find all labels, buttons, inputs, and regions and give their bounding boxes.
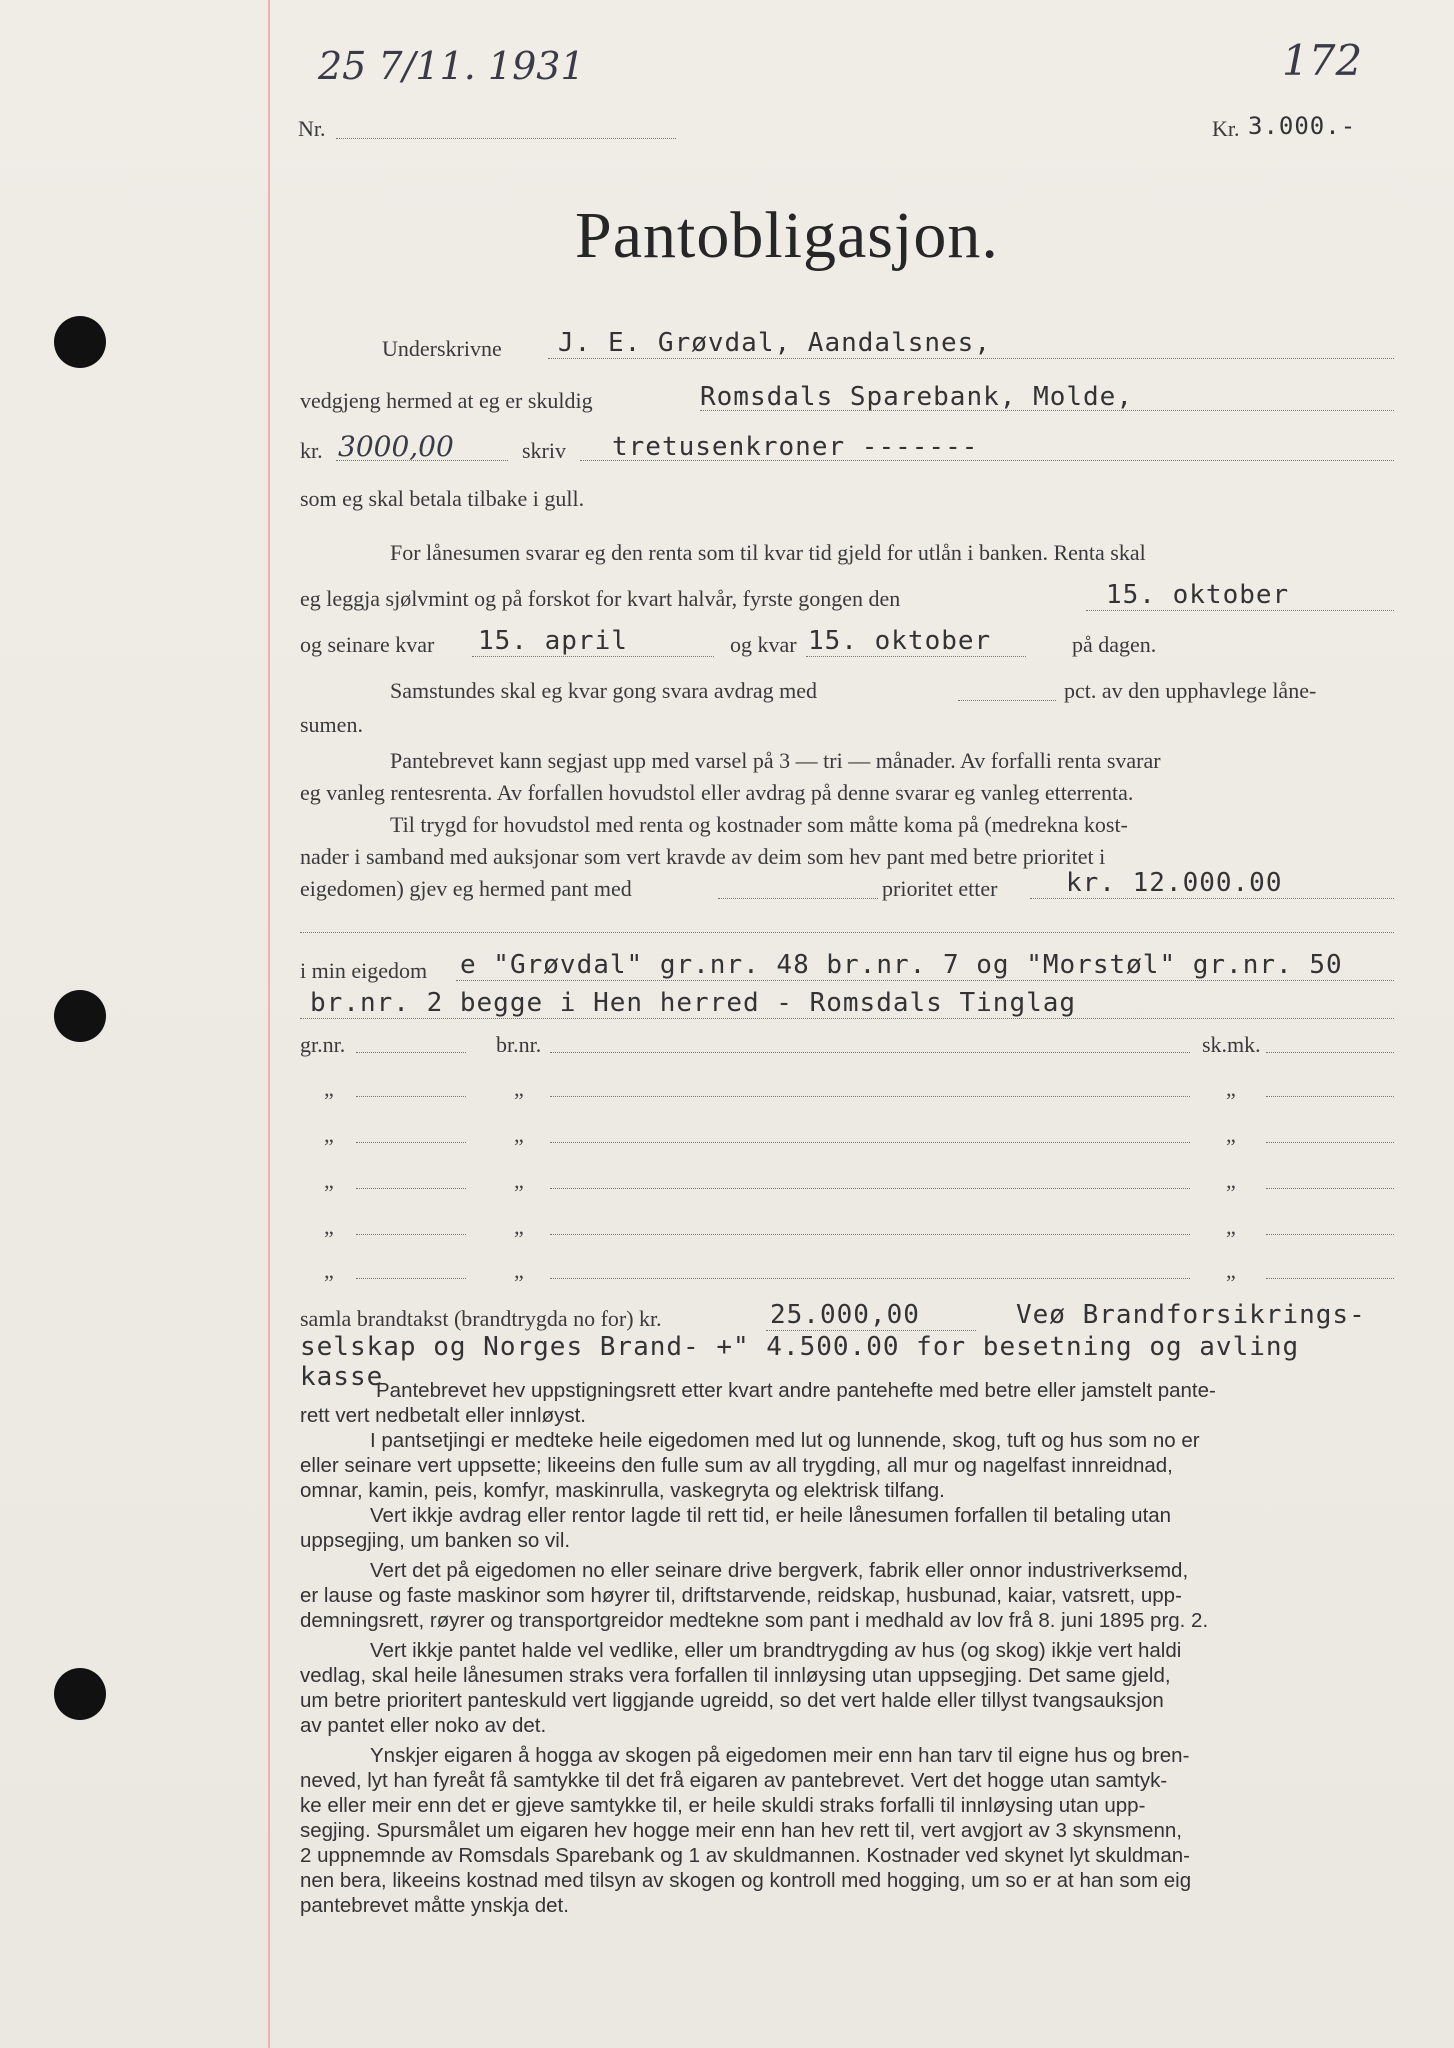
fine-print-line: er lause og faste maskinor som høyrer til, driftstarvende, reidskap, husbunad, kaiar, vatsrett, upp-	[300, 1584, 1182, 1607]
amount-kr-label: kr.	[300, 438, 323, 463]
varsel-line-1: Pantebrevet kann segjast upp med varsel på 3 — tri — månader. Av forfalli renta svarar	[390, 748, 1161, 773]
skriv-label: skriv	[522, 438, 566, 463]
punch-hole	[54, 1668, 106, 1720]
fine-print-line: I pantsetjingi er medteke heile eigedomen med lut og lunnende, skog, tuft og hus som no er	[370, 1429, 1200, 1452]
ditto-line	[550, 1142, 1190, 1143]
ditto-line	[356, 1096, 466, 1097]
varsel-line-2: eg vanleg rentesrenta. Av forfallen hovudstol eller avdrag på denne svarar eg vanleg etterrenta.	[300, 780, 1134, 805]
fine-print-line: neved, lyt han fyreåt få samtykke til det frå eigaren av pantebrevet. Vert det hogge utan samtyk-	[300, 1769, 1168, 1792]
trygd-line-3b: prioritet etter	[882, 876, 998, 901]
ditto-line	[1266, 1142, 1394, 1143]
creditor-line	[700, 410, 1394, 411]
eigedom-label: i min eigedom	[300, 958, 428, 983]
brand-value-line	[766, 1330, 976, 1331]
nr-dotted-line	[336, 138, 676, 139]
eigedom-line-2: br.nr. 2 begge i Hen herred - Romsdals Tinglag	[310, 988, 1077, 1018]
trygd-line-3a: eigedomen) gjev eg hermed pant med	[300, 876, 632, 901]
kr-label: Kr.	[1212, 116, 1240, 141]
brnr-line	[550, 1052, 1190, 1053]
document-title: Pantobligasjon.	[575, 199, 999, 272]
date-oktober: 15. oktober	[808, 626, 992, 656]
brand-label: samla brandtakst (brandtrygda no for) kr.	[300, 1306, 662, 1331]
handwritten-date: 25 7/11. 1931	[318, 44, 585, 88]
ditto-line	[550, 1278, 1190, 1279]
page-number: 172	[1282, 36, 1363, 85]
eigedom-dotted-1	[456, 980, 1394, 981]
ditto-mark: „	[1226, 1168, 1236, 1193]
prioritet-value: kr. 12.000.00	[1066, 868, 1283, 898]
date-april-line	[472, 656, 714, 657]
fine-print-line: ke eller meir enn det er gjeve samtykke til, er heile skuldi straks forfalli til innløysing utan upp-	[300, 1794, 1146, 1817]
fine-print-line: rett vert nedbetalt eller innløyst.	[300, 1404, 586, 1427]
nr-label: Nr.	[298, 116, 326, 141]
ditto-mark: „	[514, 1122, 524, 1147]
ditto-mark: „	[324, 1076, 334, 1101]
first-date-line	[1086, 610, 1394, 611]
fine-print-line: nen bera, likeeins kostnad med tilsyn av skogen og kontroll med hogging, um so er at han som eig	[300, 1869, 1192, 1892]
brand-typed-1: Veø Brandforsikrings-	[1016, 1300, 1366, 1330]
grnr-line	[356, 1052, 466, 1053]
prioritet-line	[1030, 898, 1394, 899]
trygd-line-2: nader i samband med auksjonar som vert kravde av deim som hev pant med betre prioritet i	[300, 844, 1106, 869]
fine-print-line: av pantet eller noko av det.	[300, 1714, 547, 1737]
avdrag-line-2: sumen.	[300, 712, 363, 737]
ditto-mark: „	[514, 1076, 524, 1101]
amount-words-line	[580, 460, 1394, 461]
ditto-mark: „	[1226, 1122, 1236, 1147]
fine-print-line: Ynskjer eigaren å hogga av skogen på eigedomen meir enn han tarv til eigne hus og bren-	[370, 1744, 1190, 1767]
fine-print-line: eller seinare vert uppsette; likeeins den fulle sum av all trygding, all mur og nagelfast innreidnad,	[300, 1454, 1173, 1477]
punch-hole	[54, 990, 106, 1042]
ditto-line	[1266, 1234, 1394, 1235]
fine-print-line: Vert det på eigedomen no eller seinare drive bergverk, fabrik eller onnor industriverksemd,	[370, 1559, 1189, 1582]
brnr-label: br.nr.	[496, 1032, 542, 1057]
fine-print-line: demningsrett, røyrer og transportgreidor medtekne som pant i medhald av lov frå 8. juni 1895 prg. 2.	[300, 1609, 1209, 1632]
avdrag-pct-line	[958, 700, 1056, 701]
renta-line-1: For lånesumen svarar eg den renta som til kvar tid gjeld for utlån i banken. Renta skal	[390, 540, 1146, 565]
ditto-mark: „	[324, 1122, 334, 1147]
first-interest-date: 15. oktober	[1106, 580, 1290, 610]
gull-line: som eg skal betala tilbake i gull.	[300, 486, 585, 511]
renta-line-3b: og kvar	[730, 632, 797, 657]
eigedom-dotted-2	[300, 1018, 1394, 1019]
fine-print-line: uppsegjing, um banken so vil.	[300, 1529, 571, 1552]
renta-line-2: eg leggja sjølvmint og på forskot for kvart halvår, fyrste gongen den	[300, 586, 901, 611]
ditto-mark: „	[514, 1168, 524, 1193]
ditto-line	[550, 1188, 1190, 1189]
underskrivne-label: Underskrivne	[382, 336, 502, 361]
ditto-mark: „	[1226, 1214, 1236, 1239]
fine-print-line: Vert ikkje pantet halde vel vedlike, eller um brandtrygding av hus (og skog) ikkje vert haldi	[370, 1639, 1182, 1662]
date-april: 15. april	[478, 626, 628, 656]
underskrivne-value: J. E. Grøvdal, Aandalsnes,	[558, 328, 991, 358]
ditto-mark: „	[324, 1168, 334, 1193]
ditto-line	[1266, 1188, 1394, 1189]
creditor-value: Romsdals Sparebank, Molde,	[700, 382, 1133, 412]
pant-line	[718, 898, 878, 899]
skmk-line	[1266, 1052, 1394, 1053]
fine-print-line: 2 uppnemnde av Romsdals Sparebank og 1 av skuldmannen. Kostnader ved skynet lyt skuldman-	[300, 1844, 1190, 1867]
grnr-label: gr.nr.	[300, 1032, 346, 1057]
renta-line-3a: og seinare kvar	[300, 632, 435, 657]
fine-print-line: Vert ikkje avdrag eller rentor lagde til rett tid, er heile lånesumen forfallen til betaling utan	[370, 1504, 1172, 1527]
amount-words: tretusenkroner -------	[612, 432, 979, 462]
avdrag-line-1b: pct. av den upphavlege låne-	[1064, 678, 1317, 703]
fine-print-line: omnar, kamin, peis, komfyr, maskinrulla, vaskegryta og elektrisk tilfang.	[300, 1479, 945, 1502]
ditto-mark: „	[1226, 1258, 1236, 1283]
kr-value: 3.000.-	[1248, 112, 1357, 140]
fine-print-line: segjing. Spursmålet um eigaren hev hogge meir enn han hev rett til, vert avgjort av 3 skynsmenn,	[300, 1819, 1182, 1842]
fine-print-line: Pantebrevet hev uppstigningsrett etter kvart andre pantehefte med betre eller jamstelt pante-	[376, 1379, 1216, 1402]
ditto-line	[550, 1234, 1190, 1235]
avdrag-line-1a: Samstundes skal eg kvar gong svara avdrag med	[390, 678, 818, 703]
ditto-line	[550, 1096, 1190, 1097]
trygd-line-1: Til trygd for hovudstol med renta og kostnader som måtte koma på (medrekna kost-	[390, 812, 1128, 837]
ditto-mark: „	[324, 1258, 334, 1283]
blank-line	[300, 932, 1394, 933]
fine-print-line: vedlag, skal heile lånesumen straks vera forfallen til innløysing utan uppsegjing. Det same gjeld,	[300, 1664, 1171, 1687]
fine-print-line: um betre prioritert panteskuld vert liggjande ugreidd, so det vert halde eller tillyst tvangsauksjon	[300, 1689, 1164, 1712]
ditto-line	[356, 1234, 466, 1235]
renta-line-3c: på dagen.	[1072, 632, 1157, 657]
ditto-mark: „	[514, 1214, 524, 1239]
ditto-line	[356, 1278, 466, 1279]
amount-value: 3000,00	[338, 430, 454, 463]
ditto-line	[1266, 1096, 1394, 1097]
brand-value: 25.000,00	[770, 1300, 920, 1330]
ditto-line	[356, 1142, 466, 1143]
brand-typed-2: selskap og Norges Brand- +" 4.500.00 for besetning og avling	[300, 1332, 1300, 1362]
ditto-mark: „	[1226, 1076, 1236, 1101]
ditto-line	[356, 1188, 466, 1189]
fine-print-line: pantebrevet måtte ynskja det.	[300, 1894, 569, 1917]
punch-hole	[54, 316, 106, 368]
date-oktober-line	[806, 656, 1026, 657]
skmk-label: sk.mk.	[1202, 1032, 1261, 1057]
amount-line	[336, 460, 508, 461]
underskrivne-line	[548, 358, 1394, 359]
eigedom-line-1: e "Grøvdal" gr.nr. 48 br.nr. 7 og "Morstøl" gr.nr. 50	[460, 950, 1343, 980]
ditto-mark: „	[514, 1258, 524, 1283]
ditto-mark: „	[324, 1214, 334, 1239]
margin-line	[268, 0, 270, 2048]
brand-typed-3: kasse	[300, 1362, 384, 1392]
ditto-line	[1266, 1278, 1394, 1279]
vedgjeng-label: vedgjeng hermed at eg er skuldig	[300, 388, 593, 413]
